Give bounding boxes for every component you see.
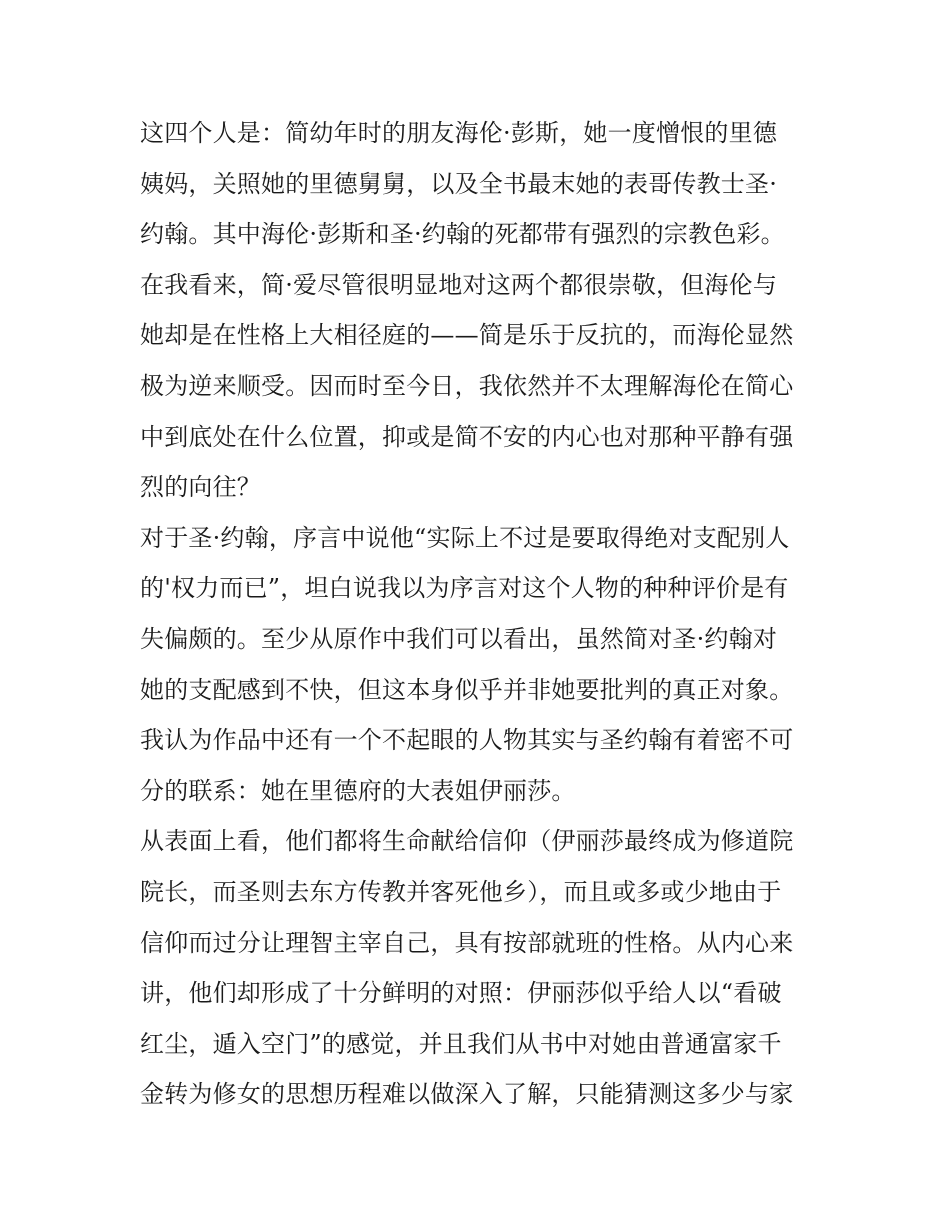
text-line: 信仰而过分让理智主宰自己，具有按部就班的性格。从内心来 xyxy=(140,928,794,957)
paragraph-four-people xyxy=(140,108,830,260)
text-line: 红尘，遁入空门”的感觉，并且我们从书中对她由普通富家千 xyxy=(140,1029,782,1058)
text-line: 从表面上看，他们都将生命献给信仰（伊丽莎最终成为修道院 xyxy=(140,827,794,856)
text-line: 约翰。其中海伦·彭斯和圣·约翰的死都带有强烈的宗教色彩。 xyxy=(140,220,785,249)
text-line: 她却是在性格上大相径庭的——简是乐于反抗的，而海伦显然 xyxy=(140,321,794,350)
paragraph-eliza xyxy=(140,816,830,1120)
paragraph-st-john xyxy=(140,513,830,817)
text-line: 金转为修女的思想历程难以做深入了解，只能猜测这多少与家 xyxy=(140,1080,794,1109)
text-line: 这四个人是：简幼年时的朋友海伦·彭斯，她一度憎恨的里德 xyxy=(140,119,778,147)
text-line: 在我看来，简·爱尽管很明显地对这两个都很崇敬，但海伦与 xyxy=(140,270,778,299)
text-line: 失偏颇的。至少从原作中我们可以看出，虽然简对圣·约翰对 xyxy=(140,624,778,653)
text-line: 院长，而圣则去东方传教并客死他乡），而且或多或少地由于 xyxy=(140,877,782,906)
text-line: 中到底处在什么位置，抑或是简不安的内心也对那种平静有强 xyxy=(140,422,794,451)
text-line: 分的联系：她在里德府的大表姐伊丽莎。 xyxy=(140,776,576,805)
body-text xyxy=(140,108,830,1120)
text-line: 极为逆来顺受。因而时至今日，我依然并不太理解海伦在简心 xyxy=(140,371,794,400)
text-line: 对于圣·约翰，序言中说他“实际上不过是要取得绝对支配别人 xyxy=(140,523,790,552)
text-line: 姨妈，关照她的里德舅舅，以及全书最末她的表哥传教士圣· xyxy=(140,169,778,198)
text-line: 我认为作品中还有一个不起眼的人物其实与圣约翰有着密不可 xyxy=(140,726,794,755)
text-line: 讲，他们却形成了十分鲜明的对照：伊丽莎似乎给人以“看破 xyxy=(140,979,782,1008)
paragraph-helen xyxy=(140,260,830,513)
text-line: 她的支配感到不快，但这本身似乎并非她要批判的真正对象。 xyxy=(140,675,794,704)
text-line: 的'权力而已”，坦白说我以为序言对这个人物的种种评价是有 xyxy=(140,574,789,603)
text-line: 烈的向往？ xyxy=(140,473,261,502)
